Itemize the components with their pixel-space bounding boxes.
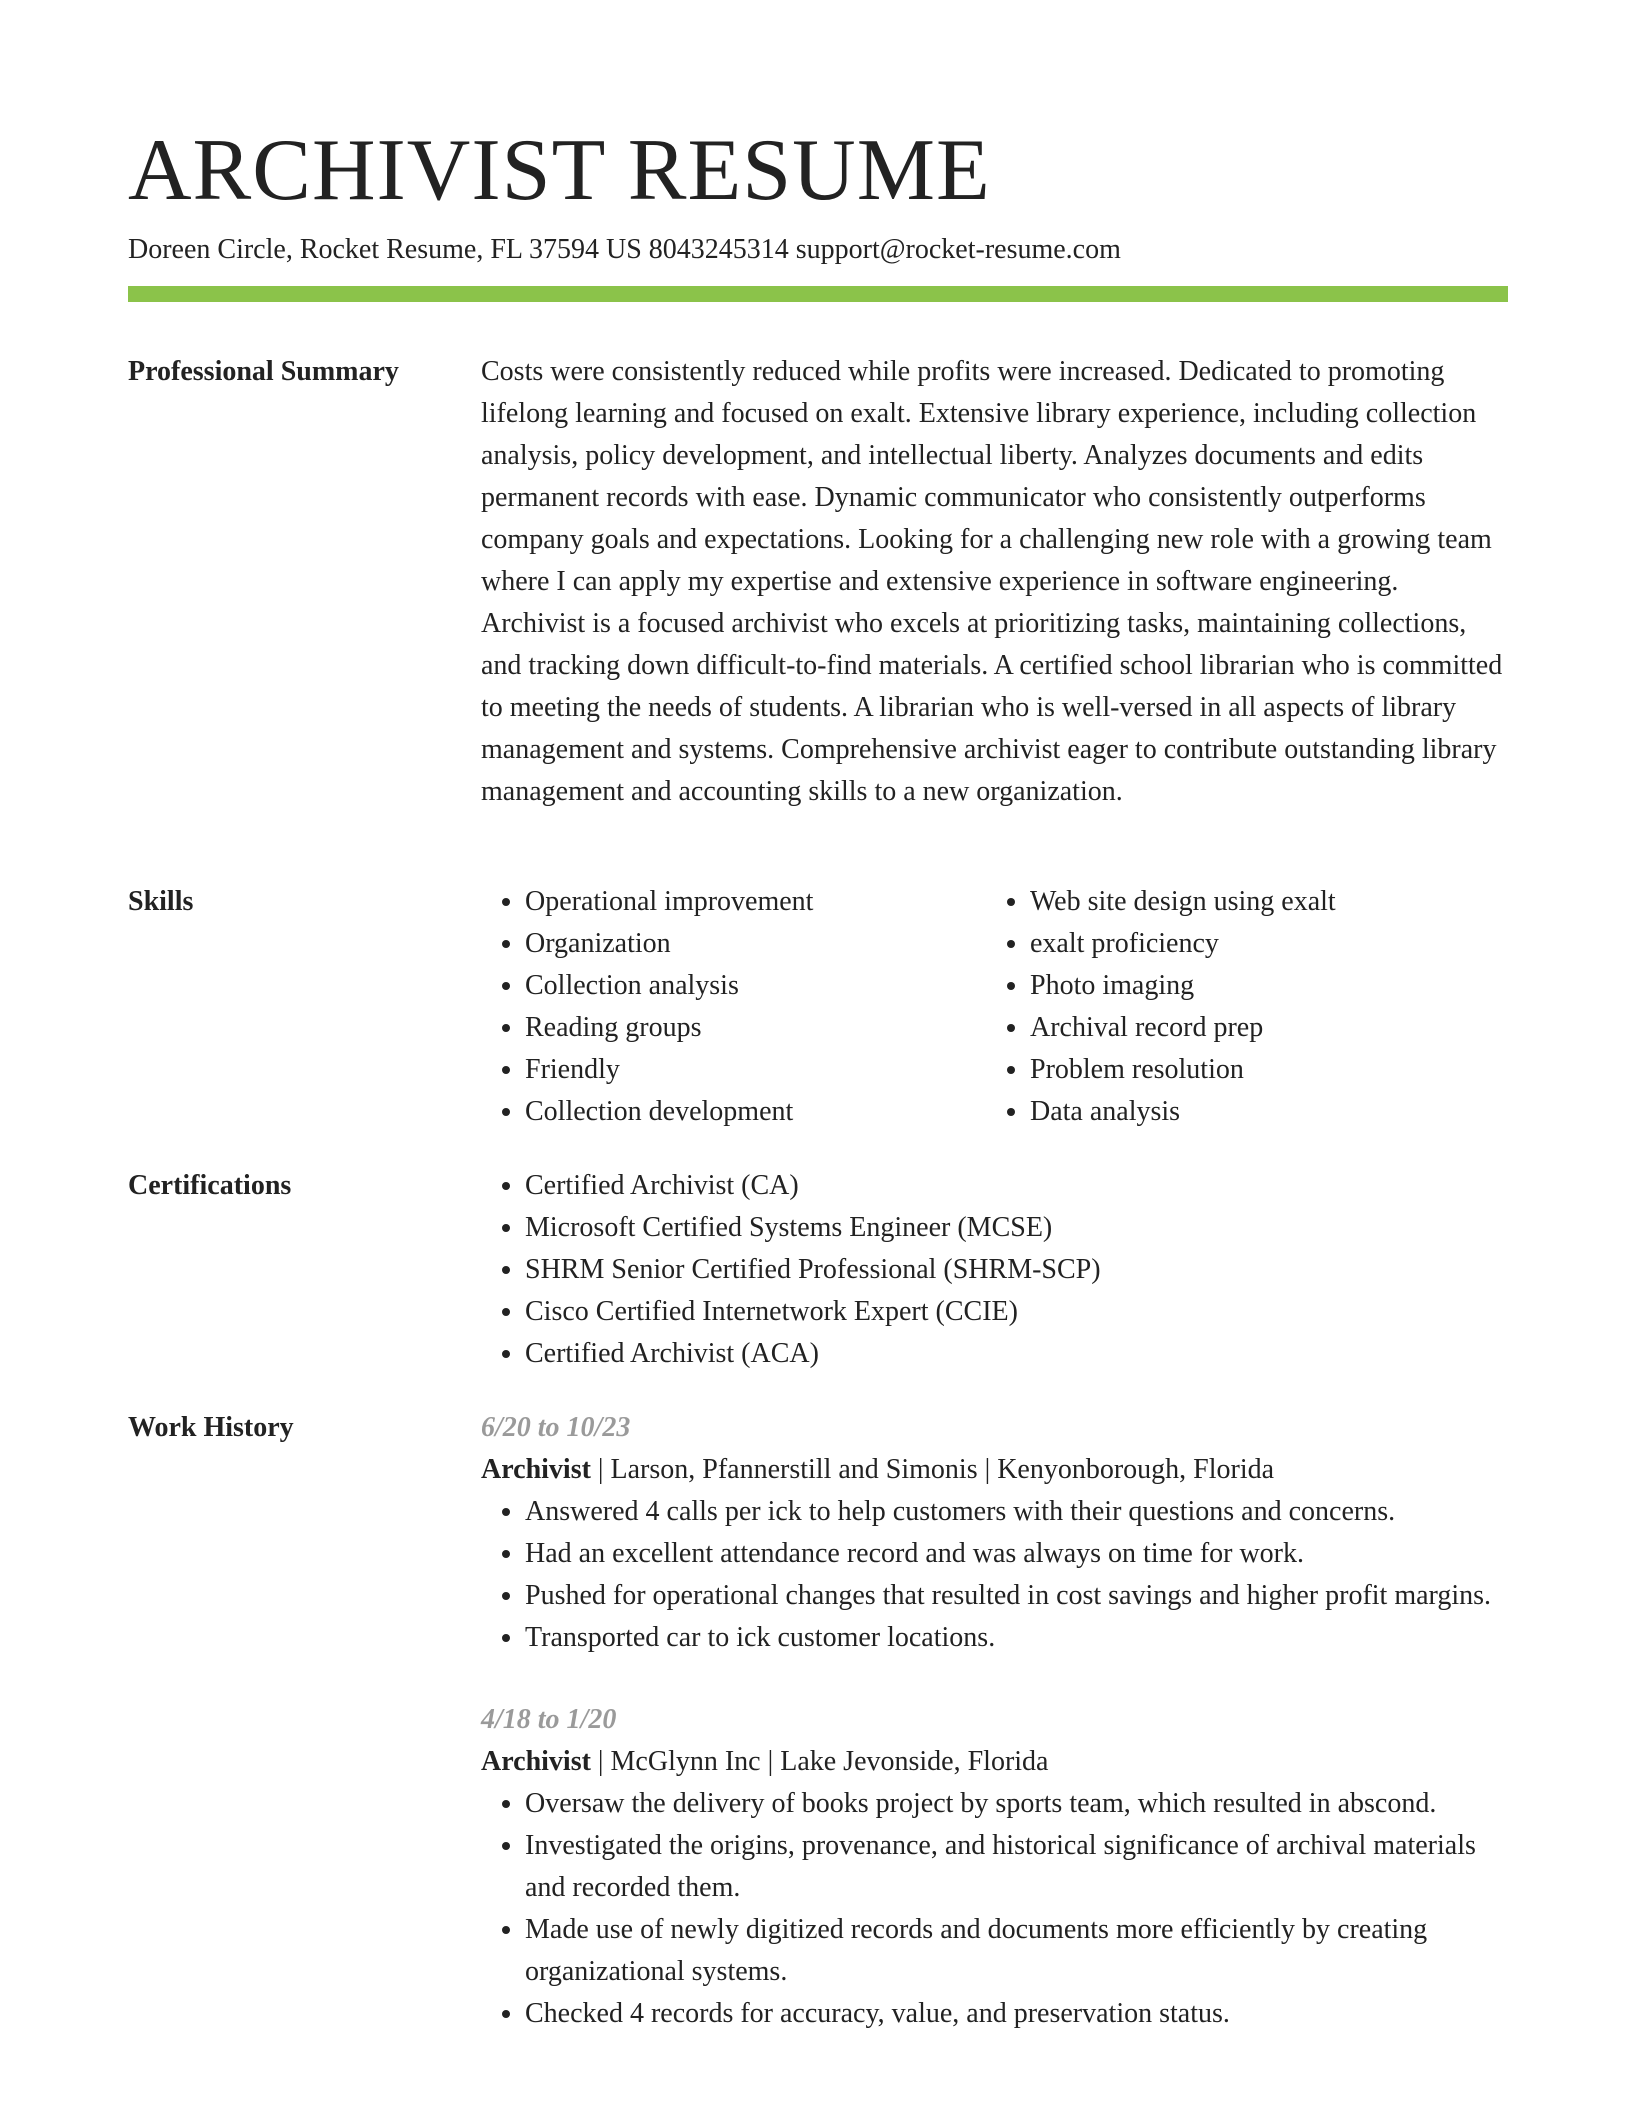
skill-item: • Problem resolution	[1030, 1049, 1491, 1091]
certifications-body	[481, 1165, 1508, 1375]
skill-item: • Collection analysis	[525, 965, 986, 1007]
job-company-location: | McGlynn Inc | Lake Jevonside, Florida	[590, 1746, 1049, 1777]
job-bullet: • Checked 4 records for accuracy, value, and preservation status.	[525, 1993, 1508, 2035]
skills-label: Skills	[128, 886, 194, 917]
skill-item: • Archival record prep	[1030, 1007, 1491, 1049]
skills-column-right	[986, 881, 1491, 1133]
skill-item: • Organization	[525, 923, 986, 965]
skill-item: • Operational improvement	[525, 881, 986, 923]
certification-item: • Cisco Certified Internetwork Expert (CCIE)	[525, 1291, 1508, 1333]
job-bullet: • Investigated the origins, provenance, and historical significance of archival materials and recorded them.	[525, 1825, 1508, 1909]
certifications-section	[128, 1165, 1508, 1375]
skill-item: • Photo imaging	[1030, 965, 1491, 1007]
skill-item: • Data analysis	[1030, 1091, 1491, 1133]
job-title: Archivist	[481, 1454, 591, 1485]
certification-item: • Certified Archivist (ACA)	[525, 1333, 1508, 1375]
summary-section	[128, 351, 1508, 851]
job-bullet: • Had an excellent attendance record and was always on time for work.	[525, 1533, 1508, 1575]
job-header	[481, 1741, 1508, 1783]
skill-item: • Friendly	[525, 1049, 986, 1091]
skill-item: • exalt proficiency	[1030, 923, 1491, 965]
job-header	[481, 1449, 1508, 1491]
job-bullet: • Pushed for operational changes that resulted in cost savings and higher profit margins.	[525, 1575, 1508, 1617]
skills-column-left	[481, 881, 986, 1133]
work-history-label: Work History	[128, 1412, 294, 1443]
job-dates: 4/18 to 1/20	[481, 1704, 617, 1735]
skill-item: • Collection development	[525, 1091, 986, 1133]
contact-line: Doreen Circle, Rocket Resume, FL 37594 US 8043245314 support@rocket-resume.com	[128, 234, 1121, 265]
work-history-section	[128, 1407, 1508, 2107]
skill-item: • Reading groups	[525, 1007, 986, 1049]
work-history-body	[481, 1407, 1508, 2035]
summary-text: Costs were consistently reduced while profits were increased. Dedicated to promoting lifelong learning and focused on exalt. Extensive library experience, including collection analysis, policy development, and intellectual liberty. Analyzes documents and edits permanent records with ease. Dynamic communicator who consistently outperforms company goals and expectations. Looking for a challenging new role with a growing team where I can apply my expertise and extensive experience in software engineering. Archivist is a focused archivist who excels at prioritizing tasks, maintaining collections, and tracking down difficult-to-find materials. A certified school librarian who is committed to meeting the needs of students. A librarian who is well-versed in all aspects of library management and systems. Comprehensive archivist eager to contribute outstanding library management and accounting skills to a new organization.	[481, 356, 1503, 807]
skills-section	[128, 881, 1508, 1133]
job-bullets	[481, 1783, 1508, 2035]
certification-item: • SHRM Senior Certified Professional (SHRM-SCP)	[525, 1249, 1508, 1291]
job-bullet: • Answered 4 calls per ick to help customers with their questions and concerns.	[525, 1491, 1508, 1533]
job-entry	[481, 1407, 1508, 1659]
job-bullet: • Transported car to ick customer locations.	[525, 1617, 1508, 1659]
resume-title: ARCHIVIST RESUME	[128, 122, 991, 219]
certification-item: • Certified Archivist (CA)	[525, 1165, 1508, 1207]
job-bullet: • Made use of newly digitized records and documents more efficiently by creating organizational systems.	[525, 1909, 1508, 1993]
job-company-location: | Larson, Pfannerstill and Simonis | Kenyonborough, Florida	[590, 1454, 1275, 1485]
job-bullet: • Oversaw the delivery of books project by sports team, which resulted in abscond.	[525, 1783, 1508, 1825]
job-entry	[481, 1699, 1508, 2035]
skills-list-left	[481, 881, 986, 1133]
skills-body	[481, 881, 1508, 1133]
job-bullets	[481, 1491, 1508, 1659]
accent-divider	[128, 286, 1508, 302]
skills-list-right	[986, 881, 1491, 1133]
summary-body	[481, 351, 1508, 813]
skills-grid	[481, 881, 1508, 1133]
skill-item: • Web site design using exalt	[1030, 881, 1491, 923]
certification-item: • Microsoft Certified Systems Engineer (MCSE)	[525, 1207, 1508, 1249]
job-dates: 6/20 to 10/23	[481, 1412, 631, 1443]
summary-label: Professional Summary	[128, 356, 399, 387]
certifications-list	[481, 1165, 1508, 1375]
job-title: Archivist	[481, 1746, 591, 1777]
certifications-label: Certifications	[128, 1170, 292, 1201]
